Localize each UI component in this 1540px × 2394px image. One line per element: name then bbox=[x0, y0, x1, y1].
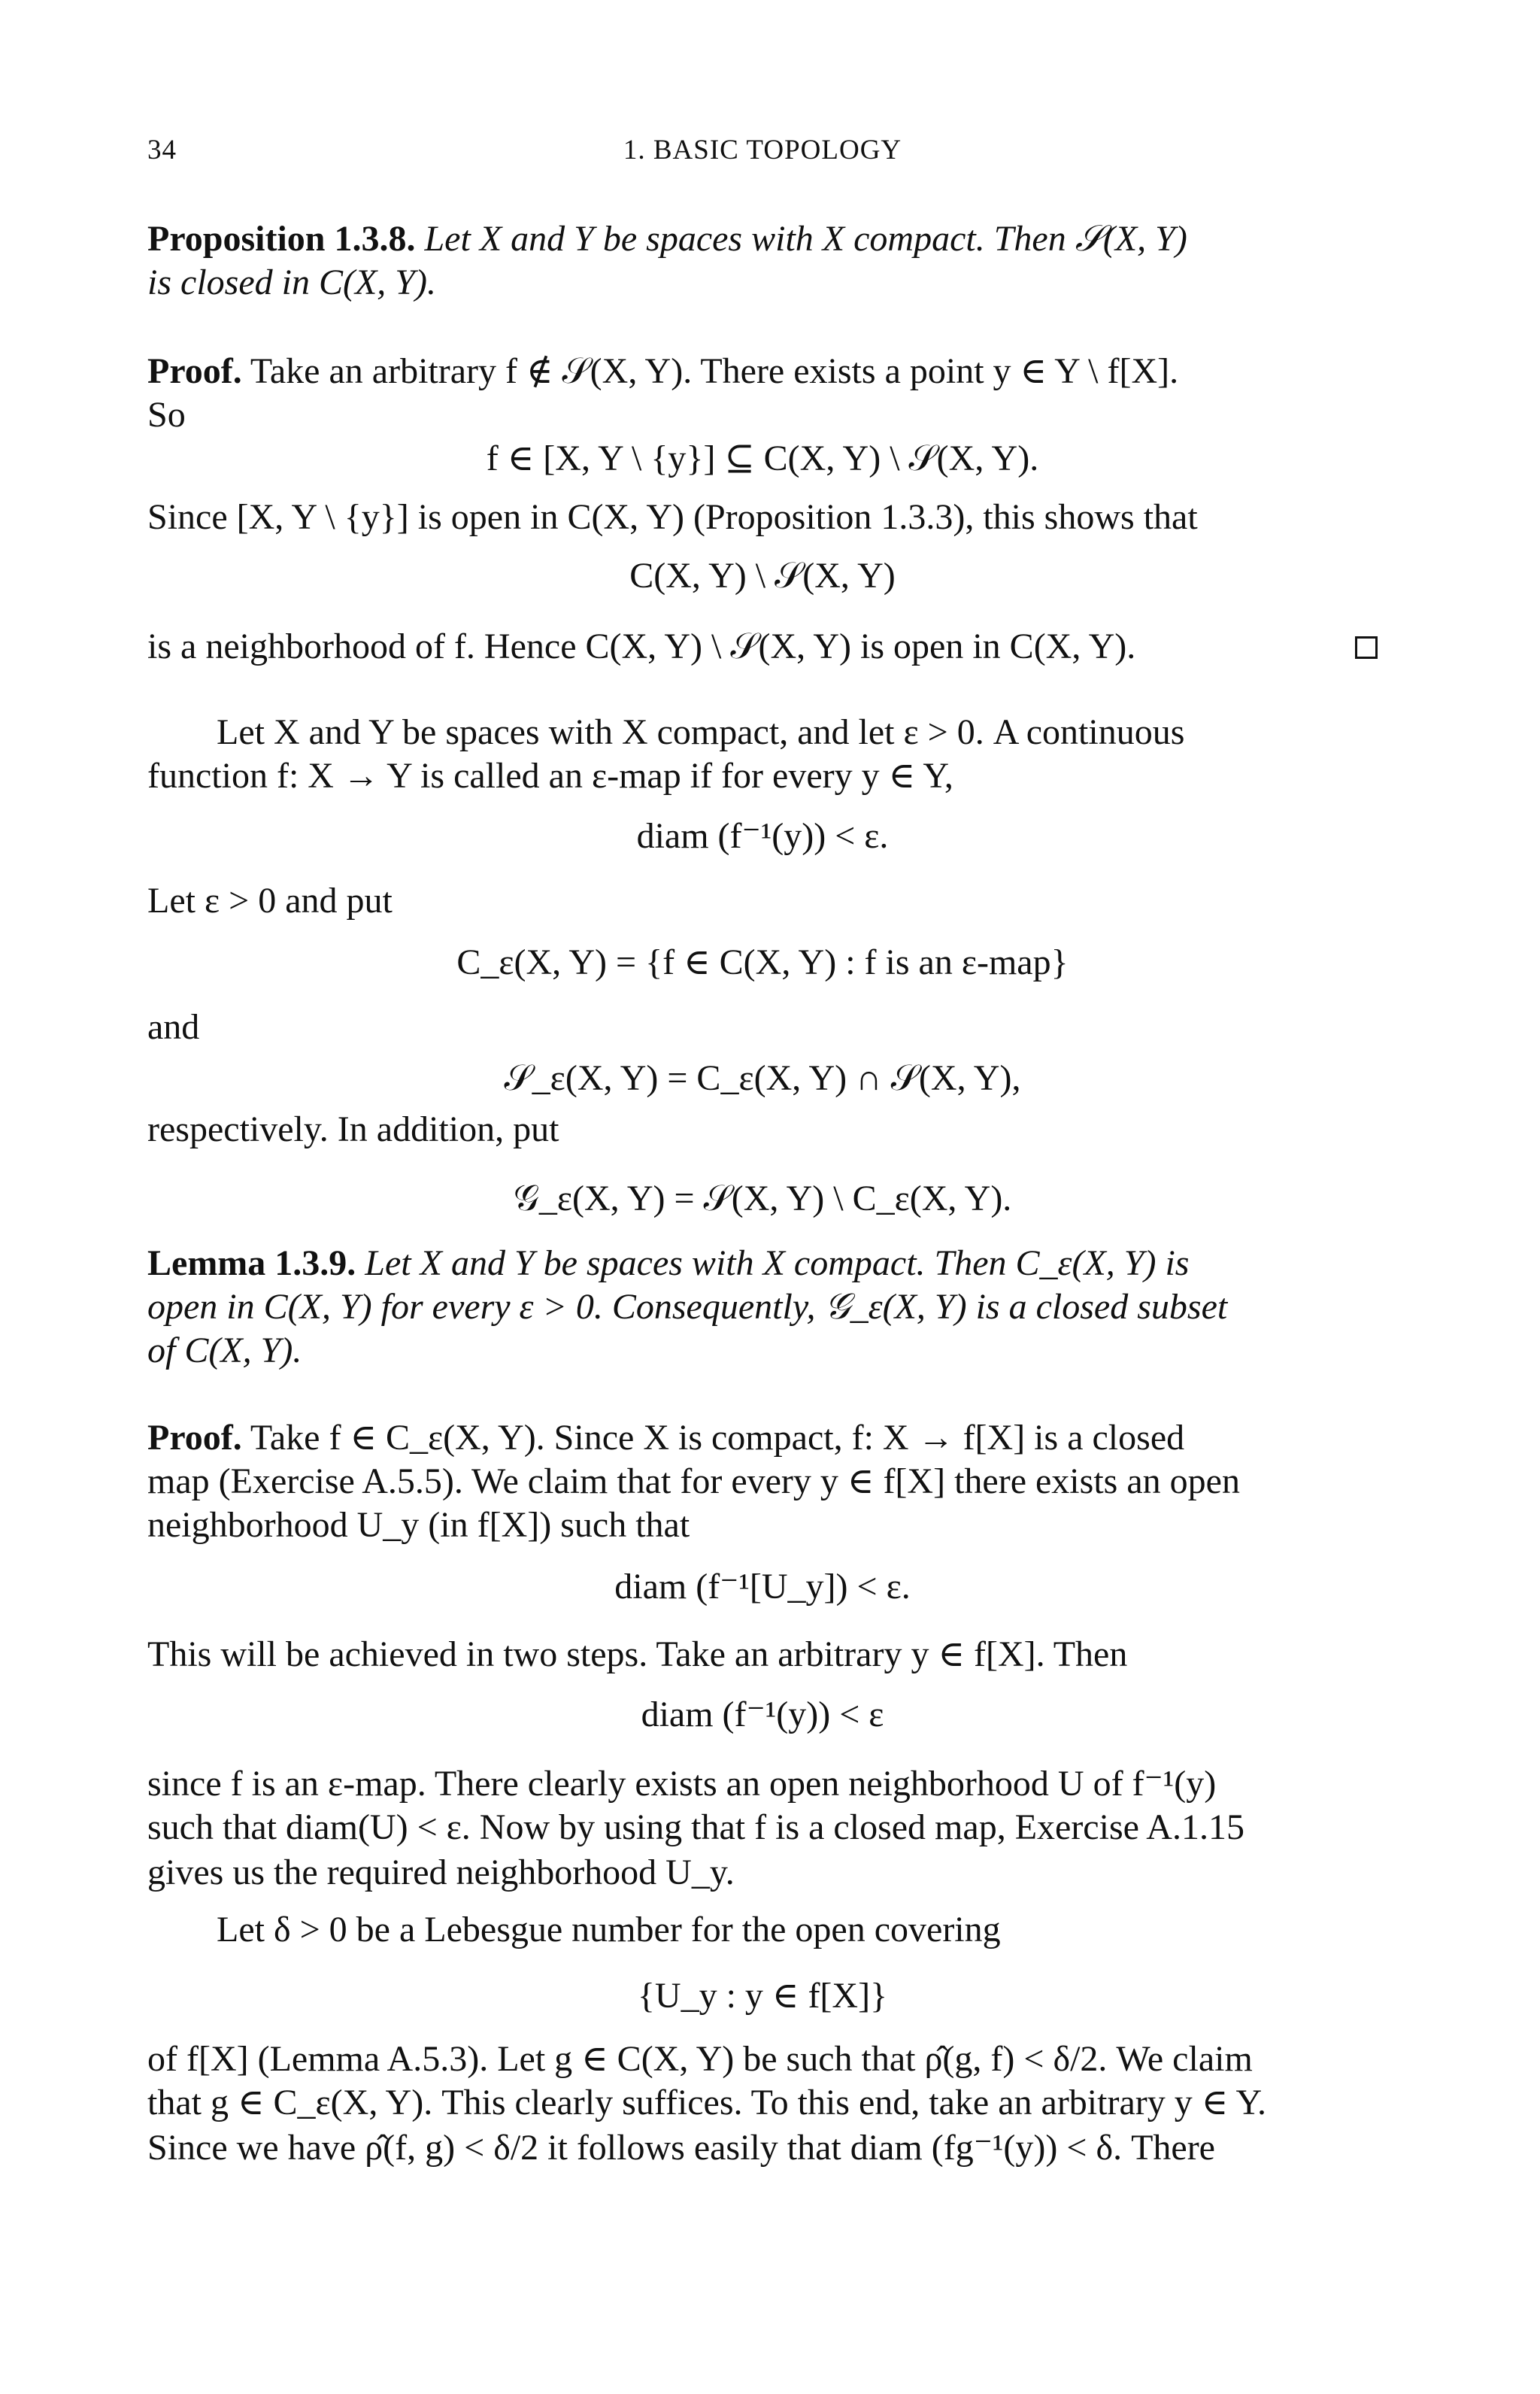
display-formula: C_ε(X, Y) = {f ∈ C(X, Y) : f is an ε-map} bbox=[456, 942, 1069, 982]
text-line: and bbox=[147, 1007, 200, 1047]
text-line: So bbox=[147, 395, 186, 435]
text-line: open in C(X, Y) for every ε > 0. Consequently, 𝒢_ε(X, Y) is a closed subset bbox=[147, 1287, 1228, 1327]
text-line: neighborhood U_y (in f[X]) such that bbox=[147, 1505, 690, 1545]
text-line: respectively. In addition, put bbox=[147, 1109, 559, 1149]
display-formula: 𝒮_ε(X, Y) = C_ε(X, Y) ∩ 𝒮(X, Y), bbox=[504, 1058, 1021, 1098]
proposition-statement: Let X and Y be spaces with X compact. Then 𝒮(X, Y) bbox=[424, 219, 1187, 259]
text-line: Since [X, Y \ {y}] is open in C(X, Y) (Proposition 1.3.3), this shows that bbox=[147, 497, 1198, 537]
text-line: This will be achieved in two steps. Take an arbitrary y ∈ f[X]. Then bbox=[147, 1634, 1128, 1674]
display-formula: diam (f⁻¹(y)) < ε bbox=[641, 1695, 884, 1734]
display-formula: 𝒢_ε(X, Y) = 𝒮(X, Y) \ C_ε(X, Y). bbox=[513, 1179, 1012, 1218]
proof-line bbox=[147, 1415, 1184, 1461]
proof-line bbox=[147, 349, 1178, 394]
text-line: such that diam(U) < ε. Now by using that f is a closed map, Exercise A.1.15 bbox=[147, 1807, 1244, 1847]
text-line: of f[X] (Lemma A.5.3). Let g ∈ C(X, Y) be such that ρ̂(g, f) < δ/2. We claim bbox=[147, 2039, 1253, 2079]
text-line: is closed in C(X, Y). bbox=[147, 262, 436, 302]
text-line: gives us the required neighborhood U_y. bbox=[147, 1852, 735, 1892]
display-formula: {U_y : y ∈ f[X]} bbox=[637, 1976, 888, 2016]
text-line: that g ∈ C_ε(X, Y). This clearly suffices. To this end, take an arbitrary y ∈ Y. bbox=[147, 2083, 1266, 2122]
text-line: Since we have ρ̂(f, g) < δ/2 it follows easily that diam (fg⁻¹(y)) < δ. There bbox=[147, 2128, 1215, 2168]
text-line: function f: X → Y is called an ε-map if for every y ∈ Y, bbox=[147, 756, 953, 796]
display-formula: C(X, Y) \ 𝒮(X, Y) bbox=[629, 556, 896, 596]
display-formula: f ∈ [X, Y \ {y}] ⊆ C(X, Y) \ 𝒮(X, Y). bbox=[486, 438, 1039, 478]
chapter-title: 1. BASIC TOPOLOGY bbox=[623, 135, 902, 165]
text-line: of C(X, Y). bbox=[147, 1331, 302, 1370]
proof-label: Proof. bbox=[147, 1418, 242, 1458]
display-formula: diam (f⁻¹(y)) < ε. bbox=[636, 816, 889, 856]
lemma-statement: Let X and Y be spaces with X compact. Then C_ε(X, Y) is bbox=[365, 1243, 1190, 1283]
lemma-heading-line bbox=[147, 1241, 1189, 1286]
proof-text: Take f ∈ C_ε(X, Y). Since X is compact, f: X → f[X] is a closed bbox=[250, 1418, 1185, 1458]
text-line: Let δ > 0 be a Lebesgue number for the open covering bbox=[217, 1910, 1001, 1949]
display-formula: diam (f⁻¹[U_y]) < ε. bbox=[614, 1567, 911, 1607]
proposition-heading-line bbox=[147, 217, 1187, 262]
page-number: 34 bbox=[147, 135, 177, 165]
proof-text: Take an arbitrary f ∉ 𝒮(X, Y). There exists a point y ∈ Y \ f[X]. bbox=[250, 351, 1179, 391]
proof-label: Proof. bbox=[147, 351, 242, 391]
text-line: is a neighborhood of f. Hence C(X, Y) \ 𝒮(X, Y) is open in C(X, Y). bbox=[147, 627, 1136, 666]
proposition-label: Proposition 1.3.8. bbox=[147, 219, 416, 259]
qed-symbol bbox=[1355, 636, 1378, 659]
text-line: since f is an ε-map. There clearly exists an open neighborhood U of f⁻¹(y) bbox=[147, 1764, 1217, 1804]
lemma-label: Lemma 1.3.9. bbox=[147, 1243, 356, 1283]
text-line: Let X and Y be spaces with X compact, and let ε > 0. A continuous bbox=[217, 712, 1185, 752]
text-line: map (Exercise A.5.5). We claim that for every y ∈ f[X] there exists an open bbox=[147, 1461, 1240, 1501]
text-line: Let ε > 0 and put bbox=[147, 881, 393, 921]
